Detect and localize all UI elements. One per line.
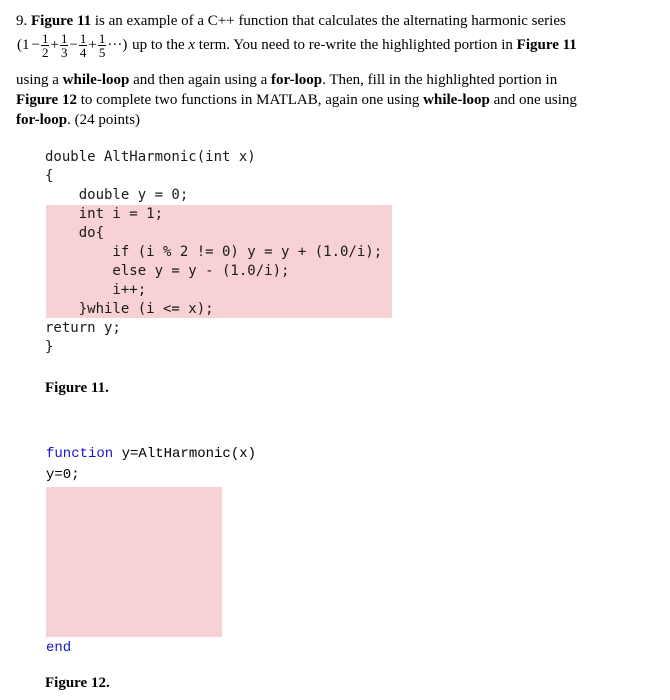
code-line: else y = y - (1.0/i);	[45, 263, 290, 279]
code-line: {	[45, 168, 54, 184]
fraction-denominator: 4	[79, 45, 87, 60]
question-line-5-text: . (24 points)	[67, 112, 141, 128]
series-ellipsis: ···)	[107, 37, 128, 53]
question-line-5	[16, 113, 140, 128]
figure-11-caption: Figure 11.	[45, 380, 109, 396]
matlab-keyword-end: end	[46, 640, 72, 656]
code-line: if (i % 2 != 0) y = y + (1.0/i);	[45, 244, 383, 260]
variable-x: x	[188, 37, 196, 53]
question-line-2-text-b: term. You need to re-write the highlighted portion in	[195, 37, 517, 53]
question-line-1	[16, 14, 566, 29]
code-line: i++;	[45, 282, 147, 298]
fraction-numerator: 1	[60, 31, 68, 46]
figure-11-reference: Figure 11	[516, 37, 577, 53]
fraction-numerator: 1	[41, 31, 49, 46]
keyword-while-loop: while-loop	[62, 72, 130, 88]
fraction-denominator: 5	[98, 45, 106, 60]
series-fraction-4	[98, 32, 107, 59]
question-line-2	[16, 32, 577, 64]
question-line-3-text-c: . Then, fill in the highlighted portion in	[322, 72, 558, 88]
fraction-numerator: 1	[79, 31, 87, 46]
series-fraction-3	[79, 32, 88, 59]
question-number: 9.	[16, 13, 28, 29]
code-line: return y;	[45, 320, 121, 336]
code-line: }while (i <= x);	[45, 301, 214, 317]
fraction-numerator: 1	[98, 31, 106, 46]
question-line-3-text-a: using a	[16, 72, 63, 88]
code-line: }	[45, 339, 54, 355]
series-op-3: −	[69, 37, 78, 53]
fraction-denominator: 2	[41, 45, 49, 60]
fraction-denominator: 3	[60, 45, 68, 60]
matlab-function-line	[46, 446, 256, 462]
series-fraction-2	[60, 32, 69, 59]
code-line: double AltHarmonic(int x)	[45, 149, 256, 165]
keyword-while-loop: while-loop	[423, 92, 490, 108]
keyword-for-loop: for-loop	[16, 112, 68, 128]
matlab-keyword-function: function	[46, 446, 114, 462]
series-op-1: −	[31, 37, 40, 53]
code-line: do{	[45, 225, 105, 241]
matlab-highlighted-region	[46, 487, 222, 637]
question-line-1-text: is an example of a C++ function that calculates the alternating harmonic series	[91, 13, 566, 29]
keyword-for-loop: for-loop	[271, 72, 323, 88]
series-open: (1	[17, 37, 30, 53]
matlab-init-line: y=0;	[46, 467, 80, 483]
matlab-signature: y=AltHarmonic(x)	[113, 446, 257, 462]
question-line-4-text-a: to complete two functions in MATLAB, again one using	[76, 92, 424, 108]
question-line-3-text-b: and then again using a	[129, 72, 271, 88]
code-line: double y = 0;	[45, 187, 189, 203]
series-op-4: +	[88, 37, 97, 53]
code-line: int i = 1;	[45, 206, 164, 222]
question-line-4	[16, 93, 577, 108]
question-line-4-text-b: and one using	[489, 92, 577, 108]
question-line-3	[16, 73, 557, 88]
figure-12-caption: Figure 12.	[45, 675, 110, 691]
question-line-2-text-a: up to the	[128, 37, 189, 53]
figure-12-reference: Figure 12	[16, 92, 77, 108]
series-fraction-1	[41, 32, 50, 59]
series-op-2: +	[50, 37, 59, 53]
figure-11-reference: Figure 11	[31, 13, 92, 29]
